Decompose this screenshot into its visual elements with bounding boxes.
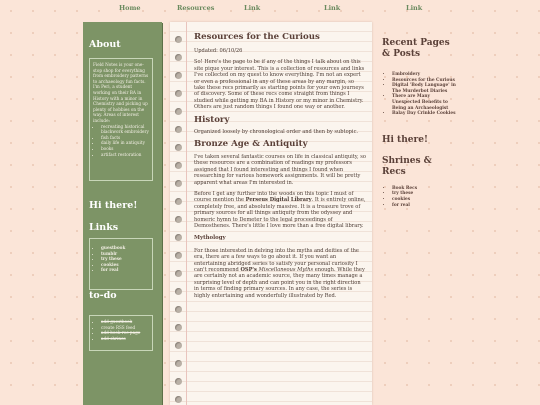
binder-hole-icon [175, 342, 182, 349]
link-tumblr[interactable]: tumblr [101, 250, 118, 256]
binder-hole-icon [175, 126, 182, 133]
nav-link-1[interactable]: Link [244, 4, 261, 12]
intro-paragraph: So! Here's the page to be if any of the things I talk about on this site pique your interest. This is a collection of resources and links I've collected on my quest to know everything. I'm not an expert or even a professional in any of these areas by any margin, so take these recs primarily as starting points for your own journeys of discovery. Some of these recs come straight from things I studied while getting my BA in History or my minor in Chemistry. Others are just random things I found one way or another. [194, 59, 365, 111]
interest-item: • recreating historical blackwork embroidery [101, 124, 149, 135]
margin-line [186, 22, 187, 405]
binder-hole-icon [175, 72, 182, 79]
todo-list [93, 319, 149, 341]
shrines-recs-heading: Shrines & Recs [382, 155, 432, 177]
text-span: For those interested in delving into the myths and deities of the era, there are a few ways to go about it. If you want an entertaining abridged series to satisfy your personal curiosity I can't recommend [194, 247, 359, 273]
interest-item: • fish facts [101, 135, 149, 141]
binder-hole-icon [175, 306, 182, 313]
page-title: Resources for the Curious [194, 32, 320, 42]
shrine-link-try-these[interactable]: try these [392, 191, 414, 197]
nav-home-link[interactable]: Home [119, 4, 141, 12]
link-cookies[interactable]: cookies [101, 261, 119, 267]
todo-item: • add guestbook [101, 319, 149, 325]
binder-hole-icon [175, 180, 182, 187]
history-paragraph: Organized loosely by chronological order and then by subtopic. [194, 129, 359, 136]
binder-hole-icon [175, 54, 182, 61]
about-heading: About [89, 39, 121, 50]
bronze-paragraph-1: I've taken several fantastic courses on life in classical antiquity, so these resources are a combination of readings my professors assigned that I found interesting and things I found when researching for various homework assignments. It will be pretty apparent what areas I'm interested in. [194, 153, 366, 186]
binder-hole-icon [175, 162, 182, 169]
link-try-these[interactable]: try these [101, 256, 122, 262]
link-for-real[interactable]: for real [101, 267, 119, 273]
main-content [194, 32, 366, 304]
notebook-paper [170, 22, 372, 405]
shrines-list [382, 186, 457, 208]
interest-item: • daily life in antiquity [101, 140, 149, 146]
about-text: Field Notes is your one-stop shop for everything from embroidery patterns to archaeology fun facts. I'm Peri, a student working on their BA in History with a minor in Chemistry and picking up plenty of hobbies on the way. Areas of interest include: [93, 62, 149, 123]
binder-hole-icon [175, 108, 182, 115]
history-heading: History [194, 114, 230, 125]
interest-item: • books [101, 146, 149, 152]
todo-item: • add book rec page [101, 330, 149, 336]
todo-item: • create RSS feed [101, 325, 149, 331]
bronze-paragraph-2 [194, 191, 366, 229]
binder-hole-icon [175, 396, 182, 403]
todo-item: • add shrines [101, 336, 149, 342]
recent-post-link[interactable]: Digital 'Body Language' in The Murderbot Diaries [392, 83, 456, 94]
interests-list [93, 124, 149, 158]
perseus-library-link[interactable]: Perseus Digital Library [245, 197, 312, 204]
mythology-heading: Mythology [194, 235, 226, 242]
recent-post-link[interactable]: Balay Day Crinkle Cookies [392, 111, 456, 117]
binder-hole-icon [175, 198, 182, 205]
nav-resources-link[interactable]: Resources [177, 4, 215, 12]
link-guestbook[interactable]: guestbook [101, 245, 126, 250]
nav-link-3[interactable]: Link [406, 4, 423, 12]
osp-link[interactable]: OSP's [240, 266, 259, 273]
hi-there-heading: Hi there! [89, 200, 138, 211]
shrine-link-book-recs[interactable]: Book Recs [392, 185, 418, 191]
shrine-link-cookies[interactable]: cookies [392, 196, 411, 202]
todo-box [89, 315, 153, 351]
binder-hole-icon [175, 90, 182, 97]
top-navigation [0, 0, 540, 14]
left-sidebar [83, 22, 162, 405]
links-box [89, 238, 153, 290]
hi-there-heading: Hi there! [382, 134, 428, 145]
text-span: . It is entirely online, completely free, and absolutely massive. It is a treasure trove of primary sources for all things antiquity from the odyssey and homeric hymn to Demeter to the legal proceedings of Demosthenes. There's little I love more than a free digital library. [194, 197, 366, 229]
nav-link-2[interactable]: Link [324, 4, 341, 12]
recent-post-link[interactable]: There are Many Unexpected Benefits to Being an Archaeologist [392, 94, 449, 111]
mythology-paragraph [194, 248, 366, 299]
binder-hole-icon [175, 324, 182, 331]
binder-hole-icon [175, 234, 182, 241]
binder-hole-icon [175, 288, 182, 295]
binder-hole-icon [175, 252, 182, 259]
right-sidebar [382, 38, 457, 208]
binder-hole-icon [175, 216, 182, 223]
text-span: enough. While they are certainly not an academic source, they many times manage a surprising level of depth and can point you in the right direction in terms of finding primary sources. In any case, the series is highly entertaining and wonderfully illustrated by Red. [194, 266, 365, 299]
updated-date: Updated: 06/10/26 [194, 48, 243, 54]
miscellaneous-myths-link[interactable]: Miscellaneous Myths [258, 266, 314, 273]
recent-post-link[interactable]: Resources for the Curious [392, 77, 455, 83]
text-span: Before I get any further into the woods on this topic I must of course mention the [194, 190, 354, 204]
bronze-age-heading: Bronze Age & Antiquity [194, 139, 308, 150]
binder-hole-icon [175, 144, 182, 151]
interest-item: • artifact restoration [101, 152, 149, 158]
links-heading: Links [89, 222, 119, 233]
about-box [89, 58, 153, 181]
links-list [93, 245, 149, 273]
todo-heading: to-do [89, 290, 117, 301]
recent-posts-heading: Recent Pages & Posts [382, 38, 450, 59]
binder-hole-icon [175, 270, 182, 277]
binder-hole-icon [175, 360, 182, 367]
recent-post-link[interactable]: Embroidery [392, 72, 421, 77]
binder-hole-icon [175, 36, 182, 43]
binder-hole-icon [175, 378, 182, 385]
recent-posts-list [382, 72, 457, 117]
shrine-link-for-real[interactable]: for real [392, 202, 410, 208]
